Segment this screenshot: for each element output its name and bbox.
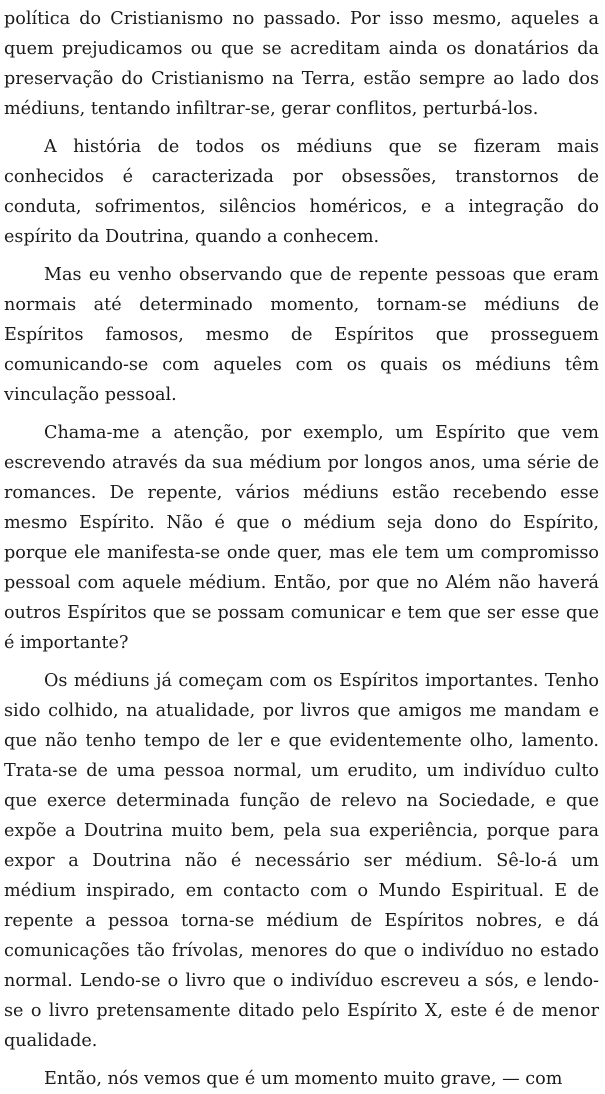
paragraph-2: A história de todos os médiuns que se fizeram mais conhecidos é caracterizada por obsessões, transtornos de conduta, sofrimentos, silêncios homéricos, e a integração do espírito da Doutrina, quando a conhecem.: [4, 137, 599, 247]
paragraph-5: Os médiuns já começam com os Espíritos importantes. Tenho sido colhido, na atualidade, por livros que amigos me mandam e que não tenho tempo de ler e que evidentemente olho, lamento. Trata-se de uma pessoa normal, um erudito, um indivíduo culto que exerce determinada função de relevo na Sociedade, e que expõe a Doutrina muito bem, pela sua experiência, porque para expor a Doutrina não é necessário ser médium. Sê-lo-á um médium inspirado, em contacto com o Mundo Espiritual. E de repente a pessoa torna-se médium de Espíritos nobres, e dá comunicações tão frívolas, menores do que o indivíduo no estado normal. Lendo-se o livro que o indivíduo escreveu a sós, e lendo-se o livro pretensamente ditado pelo Espírito X, este é de menor qualidade.: [4, 671, 599, 1051]
paragraph-1: política do Cristianismo no passado. Por isso mesmo, aqueles a quem prejudicamos ou que se acreditam ainda os donatários da preservação do Cristianismo na Terra, estão sempre ao lado dos médiuns, tentando infiltrar-se, gerar conflitos, perturbá-los.: [4, 9, 599, 119]
paragraph-3: Mas eu venho observando que de repente pessoas que eram normais até determinado momento, tornam-se médiuns de Espíritos famosos, mesmo de Espíritos que prosseguem comunicando-se com aqueles com os quais os médiuns têm vinculação pessoal.: [4, 265, 599, 405]
document-page: [4, 4, 599, 1094]
paragraph-6: Então, nós vemos que é um momento muito grave, — com: [44, 1069, 563, 1089]
paragraph-4: Chama-me a atenção, por exemplo, um Espírito que vem escrevendo através da sua médium por longos anos, uma série de romances. De repente, vários médiuns estão recebendo esse mesmo Espírito. Não é que o médium seja dono do Espírito, porque ele manifesta-se onde quer, mas ele tem um compromisso pessoal com aquele médium. Então, por que no Além não haverá outros Espíritos que se possam comunicar e tem que ser esse que é importante?: [4, 423, 599, 653]
